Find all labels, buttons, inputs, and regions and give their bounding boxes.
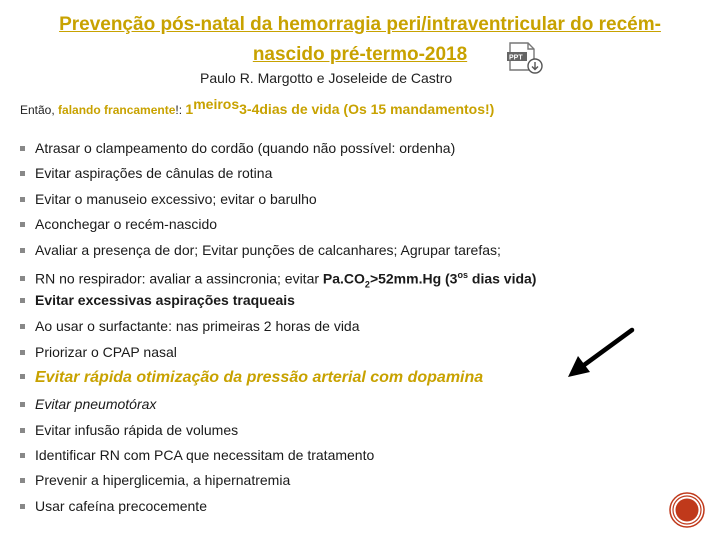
ppt-file-download-icon[interactable] xyxy=(506,40,544,74)
list-item-text: Evitar pneumotórax xyxy=(35,396,157,412)
intro-frank: falando francamente xyxy=(58,103,176,117)
circle-badge-icon[interactable] xyxy=(668,491,706,529)
list-item-text: Prevenir a hiperglicemia, a hipernatremia xyxy=(35,472,291,488)
list-item-text: Evitar excessivas aspirações traqueais xyxy=(35,292,295,308)
list-item-text: Evitar infusão rápida de volumes xyxy=(35,422,239,438)
list-item-text: Usar cafeína precocemente xyxy=(35,498,207,514)
list-item xyxy=(20,189,317,209)
bullet-icon xyxy=(20,146,25,151)
list-item-text: Evitar rápida otimização da pressão arterial com dopamina xyxy=(35,369,484,386)
title-line-1: Prevenção pós-natal da hemorragia peri/intraventricular do recém- xyxy=(59,14,661,35)
list-item xyxy=(20,445,374,465)
bullet-icon xyxy=(20,171,25,176)
bullet-icon xyxy=(20,453,25,458)
list-item xyxy=(20,342,177,362)
list-item xyxy=(20,163,272,183)
list-item-text-d: dias vida) xyxy=(468,270,537,287)
list-item-text-b: Pa.CO xyxy=(322,270,365,287)
list-item xyxy=(20,316,360,336)
svg-text:PPT: PPT xyxy=(509,54,523,62)
list-item-text-c: >52mm.Hg (3 xyxy=(369,270,458,287)
title-line-2: nascido pré-termo-2018 xyxy=(252,44,468,65)
bullet-icon xyxy=(20,276,25,281)
list-item-text: Avaliar a presença de dor; Evitar punções de calcanhares; Agrupar tarefas; xyxy=(35,242,501,258)
intro-big-1: 1 xyxy=(185,101,194,117)
intro-line xyxy=(20,96,494,117)
list-item-text: Priorizar o CPAP nasal xyxy=(35,344,177,360)
list-item-highlight xyxy=(20,368,483,388)
bullet-icon xyxy=(20,402,25,407)
bullet-icon xyxy=(20,324,25,329)
pointer-arrow-icon xyxy=(560,326,640,382)
bullet-icon xyxy=(20,350,25,355)
list-item xyxy=(20,138,455,158)
bullet-icon xyxy=(20,298,25,303)
list-item xyxy=(20,394,156,414)
list-item-sup: os xyxy=(457,270,468,280)
list-item-sub: 2 xyxy=(364,279,370,290)
list-item-text: Identificar RN com PCA que necessitam de tratamento xyxy=(35,447,375,463)
authors: Paulo R. Margotto e Joseleide de Castro xyxy=(200,70,453,86)
list-item-text: Aconchegar o recém-nascido xyxy=(35,216,218,232)
list-item-text: Evitar aspirações de cânulas de rotina xyxy=(35,165,273,181)
list-item xyxy=(20,420,238,440)
list-item xyxy=(20,470,290,490)
list-item-text-a: RN no respirador: avaliar a assincronia; evitar xyxy=(35,270,323,287)
list-item xyxy=(20,496,207,516)
list-item-text: Atrasar o clampeamento do cordão (quando não possível: ordenha) xyxy=(35,140,456,156)
list-item-text: Evitar o manuseio excessivo; evitar o barulho xyxy=(35,191,317,207)
intro-big-2: 3-4dias de vida (Os 15 mandamentos!) xyxy=(239,101,495,117)
bullet-icon xyxy=(20,374,25,379)
bullet-icon xyxy=(20,248,25,253)
intro-colon: !: xyxy=(175,103,186,117)
bullet-icon xyxy=(20,504,25,509)
list-item xyxy=(20,265,537,290)
bullet-icon xyxy=(20,222,25,227)
bullet-icon xyxy=(20,428,25,433)
list-item xyxy=(20,240,501,260)
bullet-icon xyxy=(20,197,25,202)
bullet-icon xyxy=(20,478,25,483)
intro-sup: meiros xyxy=(193,96,240,112)
list-item xyxy=(20,214,217,234)
intro-prefix: Então, xyxy=(20,103,59,117)
list-item-text: Ao usar o surfactante: nas primeiras 2 horas de vida xyxy=(35,318,360,334)
list-item xyxy=(20,290,295,310)
